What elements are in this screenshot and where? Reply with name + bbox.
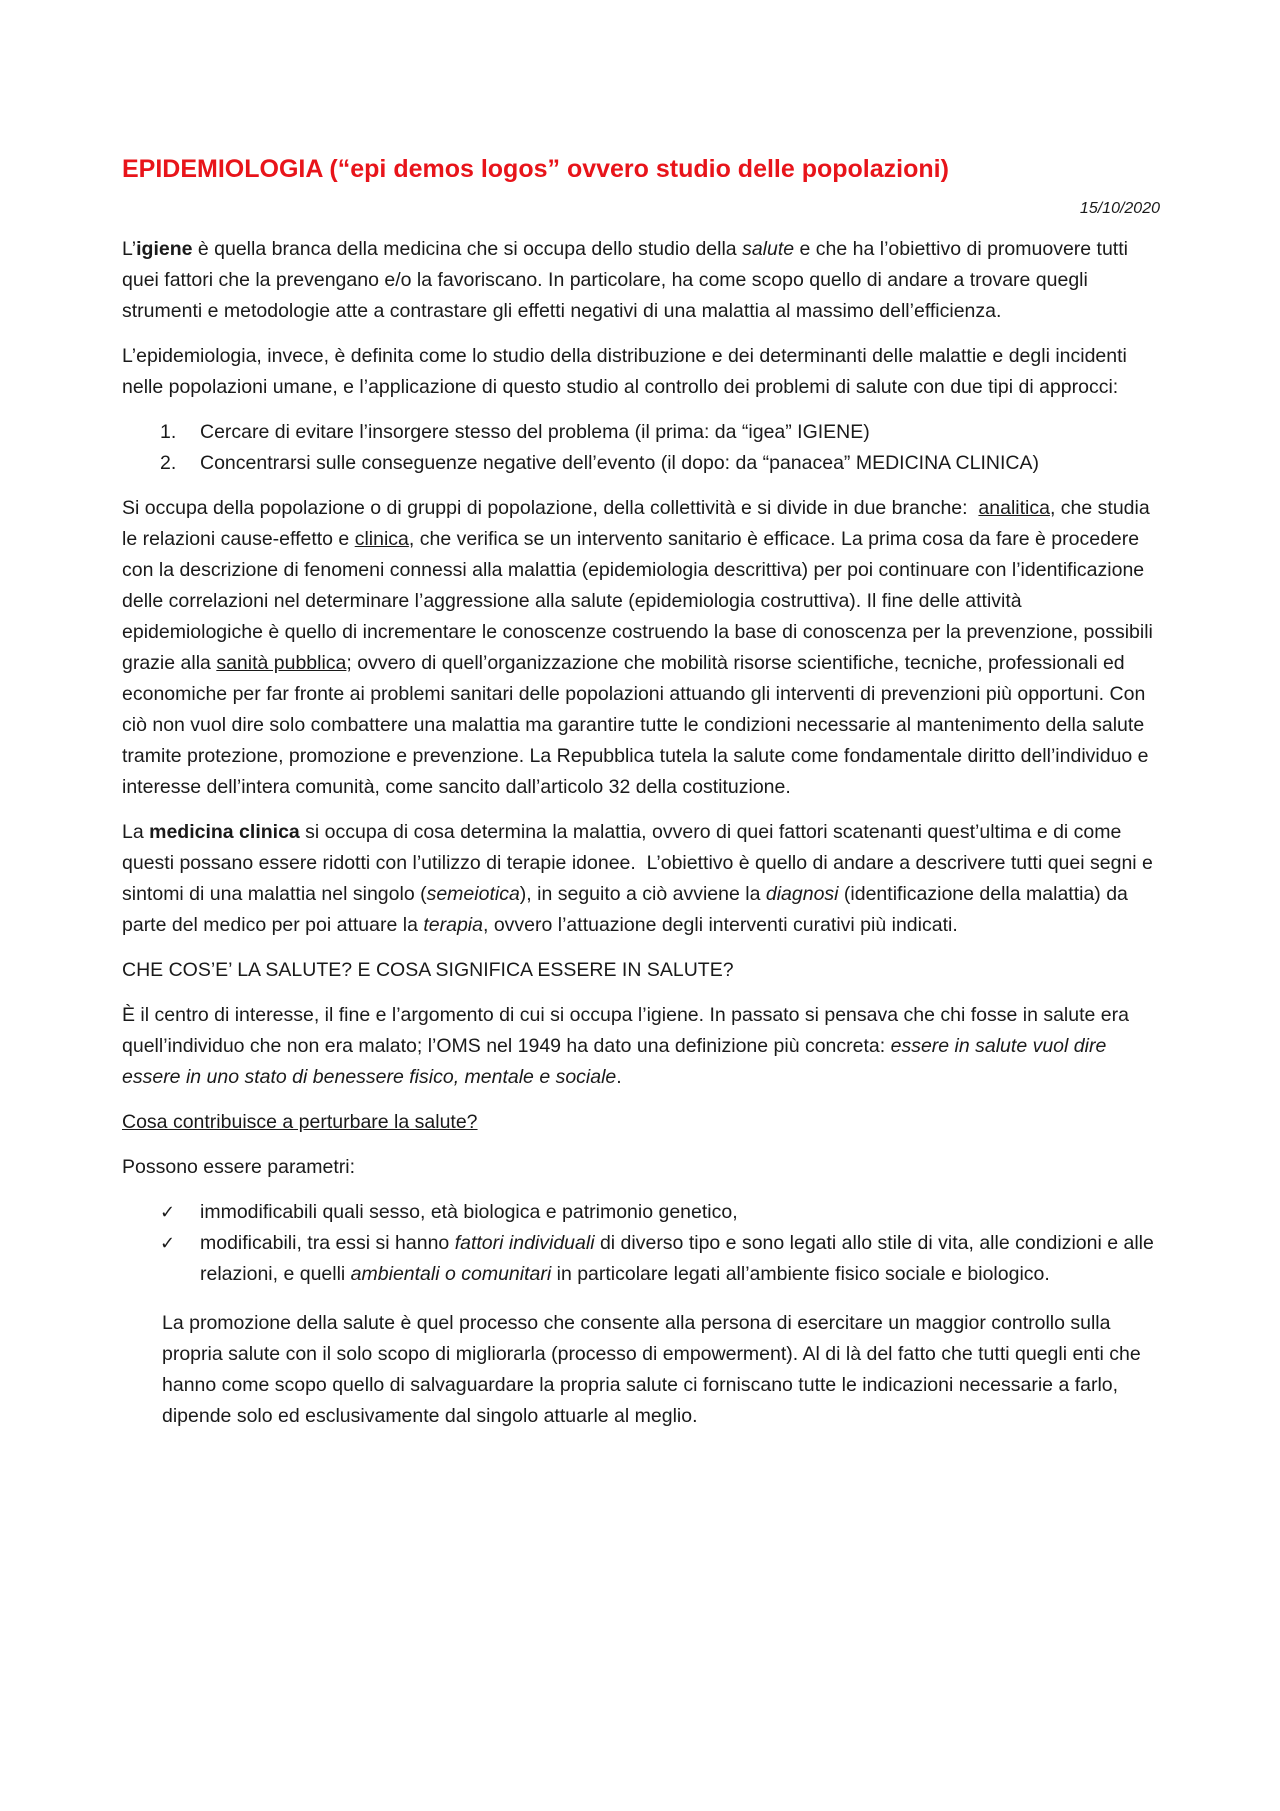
italic-term-terapia: terapia [423,914,483,936]
document-date: 15/10/2020 [1079,200,1160,217]
paragraph-igiene [122,234,1160,327]
paragraph-medicina-clinica [122,817,1160,941]
list-item [122,417,1160,448]
text-run: ), in seguito a ciò avviene la [519,883,766,905]
paragraph-parametri: Possono essere parametri: [122,1156,356,1178]
checklist-item [122,1228,1160,1290]
list-item-text: Cercare di evitare l’insorgere stesso del problema (il prima: da “igea” IGIENE) [200,421,870,443]
list-item-text: Concentrarsi sulle conseguenze negative dell’evento (il dopo: da “panacea” MEDICINA CLINICA) [200,452,1039,474]
text-run: Si occupa della popolazione o di gruppi di popolazione, della collettività e si divide in due branche: [122,497,979,519]
italic-definition-oms: essere in salute vuol dire essere in uno stato di benessere fisico, mentale e sociale [122,1035,1107,1088]
paragraph-epidemiologia: L’epidemiologia, invece, è definita come lo studio della distribuzione e dei determinanti delle malattie e degli incidenti nelle popolazioni umane, e l’applicazione di questo studio al controllo dei problemi di salute con due tipi di approcci: [122,345,1127,398]
text-run: , che studia le relazioni cause-effetto e [122,497,1150,550]
underlined-term-analitica: analitica [978,497,1050,519]
checklist-item [122,1197,1160,1228]
paragraph-definizione-salute [122,1000,1160,1093]
underlined-subheading-text: Cosa contribuisce a perturbare la salute? [122,1111,478,1133]
list-number: 1. [160,421,177,443]
text-run: di diverso tipo e sono legati allo stile di vita, alle condizioni e alle relazioni, e quelli [200,1232,1154,1285]
text-run: e che ha l’obiettivo di promuovere tutti quei fattori che la prevengano e/o la favoriscano. In particolare, ha come scopo quello di andare a trovare quegli strumenti e metodologie atte a contrastare gli effetti negativi di una malattia al massimo dell’efficienza. [122,238,1128,322]
paragraph-branche [122,493,1160,803]
text-run: modificabili, tra essi si hanno [200,1232,455,1254]
checkmark-icon: ✓ [160,1202,176,1222]
document-title: EPIDEMIOLOGIA (“epi demos logos” ovvero studio delle popolazioni) [122,155,949,183]
text-run: La [122,821,150,843]
subheading-perturbare-salute [122,1107,1160,1138]
italic-term-salute: salute [742,238,795,260]
bold-term-igiene: igiene [136,238,193,260]
checkmark-icon: ✓ [160,1233,176,1253]
text-run: L’ [122,238,137,260]
text-run: ; ovvero di quell’organizzazione che mobilità risorse scientifiche, tecniche, professionali ed economiche per far fronte ai problemi sanitari delle popolazioni attuando gli interventi di prevenzioni più opportuni. Con ciò non vuol dire solo combattere una malattia ma garantire tutte le condizioni necessarie al mantenimento della salute tramite protezione, promozione e prevenzione. La Repubblica tutela la salute come fondamentale diritto dell’individuo e interesse dell’intera comunità, come sancito dall’articolo 32 della costituzione. [122,652,1149,798]
parameters-checklist [122,1197,1160,1290]
section-heading-salute: CHE COS’E’ LA SALUTE? E COSA SIGNIFICA ESSERE IN SALUTE? [122,959,734,981]
list-item [122,448,1160,479]
underlined-term-clinica: clinica [354,528,409,550]
bold-term-medicina-clinica: medicina clinica [149,821,300,843]
italic-term-diagnosi: diagnosi [765,883,839,905]
text-run: è quella branca della medicina che si occupa dello studio della [192,238,743,260]
underlined-term-sanita-pubblica: sanità pubblica [216,652,347,674]
checklist-item-text: immodificabili quali sesso, età biologica e patrimonio genetico, [200,1201,738,1223]
text-run: si occupa di cosa determina la malattia, ovvero di quei fattori scatenanti quest’ultima e di come questi possano essere ridotti con l’utilizzo di terapie idonee. L’obiettivo è quello di andare a descrivere tutti quei segni e sintomi di una malattia nel singolo ( [122,821,1159,905]
italic-term-fattori-individuali: fattori individuali [454,1232,595,1254]
text-run: in particolare legati all’ambiente fisico sociale e biologico. [551,1263,1050,1285]
approaches-list [122,417,1160,479]
italic-term-ambientali: ambientali o comunitari [350,1263,552,1285]
text-run: (identificazione della malattia) da parte del medico per poi attuare la [122,883,1128,936]
list-number: 2. [160,452,177,474]
checklist-item-text [200,1228,1160,1290]
text-run: , che verifica se un intervento sanitario è efficace. La prima cosa da fare è procedere con la descrizione di fenomeni connessi alla malattia (epidemiologia descrittiva) per poi continuare con l’identificazione delle correlazioni nel determinare l’aggressione alla salute (epidemiologia costruttiva). Il fine delle attività epidemiologiche è quello di incrementare le conoscenze costruendo la base di conoscenza per la prevenzione, possibili grazie alla [122,528,1153,674]
text-run: . [616,1066,622,1088]
text-run: È il centro di interesse, il fine e l’argomento di cui si occupa l’igiene. In passato si pensava che chi fosse in salute era quell’individuo che non era malato; l’OMS nel 1949 ha dato una definizione più concreta: [122,1004,1129,1057]
text-run: , ovvero l’attuazione degli interventi curativi più indicati. [482,914,958,936]
paragraph-promozione-salute: La promozione della salute è quel processo che consente alla persona di esercitare un maggior controllo sulla propria salute con il solo scopo di migliorarla (processo di empowerment). Al di là del fatto che tutti quegli enti che hanno come scopo quello di salvaguardare la propria salute ci forniscano tutte le indicazioni necessarie a farlo, dipende solo ed esclusivamente dal singolo attuarle al meglio. [162,1312,1141,1427]
italic-term-semeiotica: semeiotica [426,883,520,905]
